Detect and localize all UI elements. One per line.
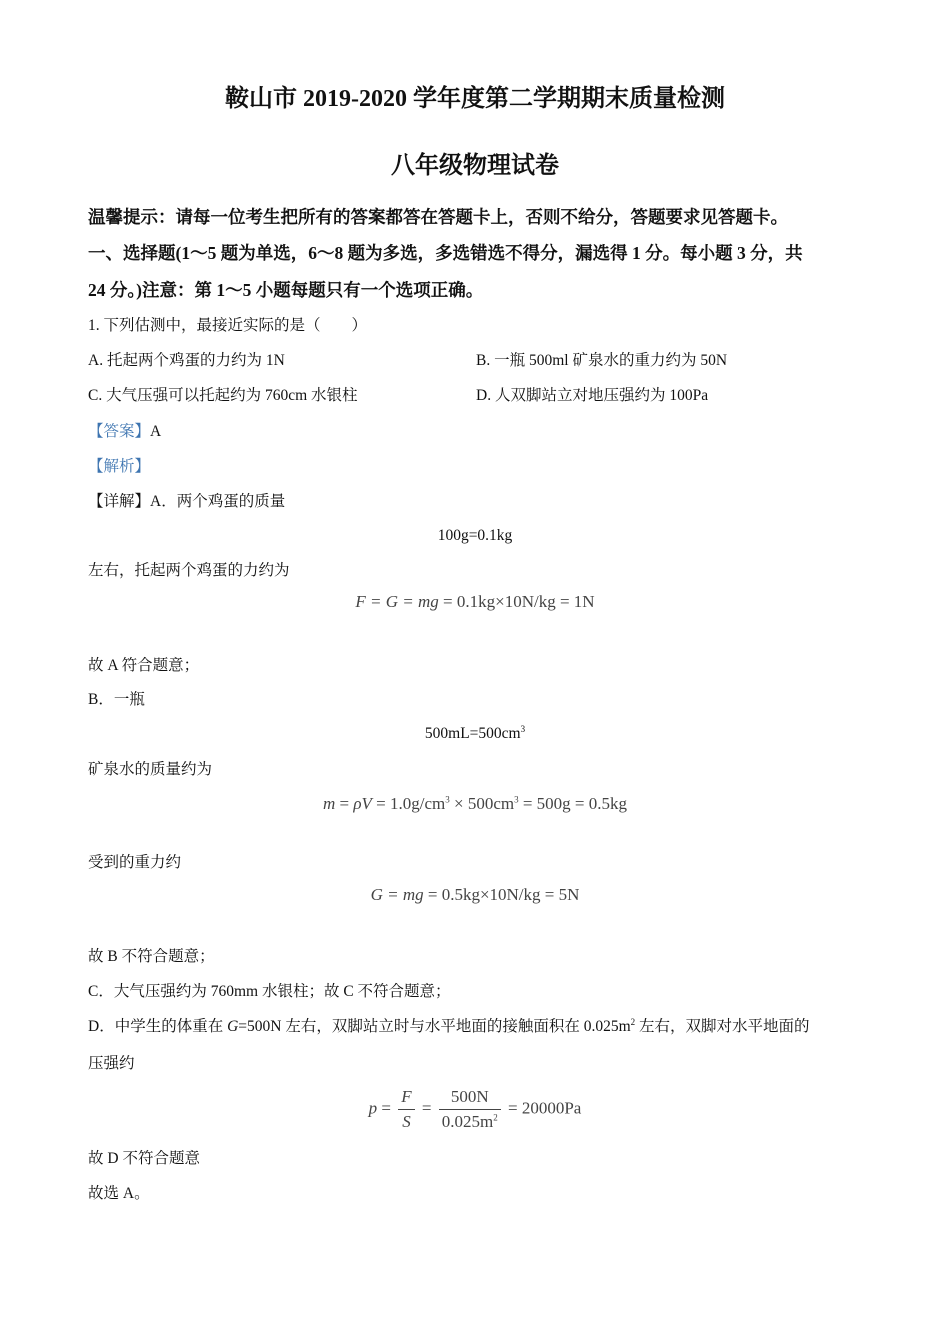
text-b-intro: B．一瓶 <box>88 691 145 708</box>
mass-result: = 500g = 0.5kg <box>518 794 628 813</box>
section-heading-line1: 一、选择题(1～5 题为单选，6～8 题为多选，多选错选不得分，漏选得 1 分。每小题 3 分，共 <box>88 243 803 263</box>
equation-water-mass <box>0 793 950 815</box>
equals-sign: = <box>417 1098 436 1118</box>
var-s: S <box>402 1112 411 1131</box>
volume-text: 500mL=500cm <box>424 725 521 742</box>
exam-subtitle: 八年级物理试卷 <box>391 153 559 179</box>
equals-sign: = <box>377 1098 396 1118</box>
formula-vars: G = mg <box>370 885 424 904</box>
denominator-value: 0.025m <box>441 1112 494 1131</box>
volume-value: × 500cm <box>449 794 515 813</box>
text-pressure: 压强约 <box>88 1055 135 1072</box>
formula-value: = 0.1kg×10N/kg = 1N <box>438 592 595 611</box>
var-g: G <box>227 1018 239 1035</box>
question-stem: 1. 下列估测中，最接近实际的是（ ） <box>88 317 368 334</box>
detail-line <box>88 492 285 512</box>
density-exponent: 3 <box>445 794 450 805</box>
fraction-f-over-s <box>398 1086 414 1133</box>
text-egg-force: 左右，托起两个鸡蛋的力约为 <box>88 562 290 579</box>
exam-title: 鞍山市 2019-2020 学年度第二学期期末质量检测 <box>225 86 725 112</box>
option-d: D. 人双脚站立对地压强约为 100Pa <box>476 387 709 404</box>
var-rho-v: ρV <box>353 794 372 813</box>
text-a-conclusion: 故 A 符合题意； <box>88 657 200 674</box>
var-p: p <box>368 1098 378 1118</box>
equation-egg-mass: 100g=0.1kg <box>437 527 513 544</box>
answer-value: A <box>150 423 162 440</box>
d-text-part3: 左右，双脚对水平地面的 <box>635 1018 810 1035</box>
text-d-analysis <box>88 1017 810 1037</box>
formula-vars: F = G = mg <box>355 592 439 611</box>
var-f: F <box>398 1086 414 1110</box>
volume-exponent: 3 <box>520 723 526 734</box>
fraction-values <box>439 1086 501 1133</box>
notice-tip: 温馨提示：请每一位考生把所有的答案都答在答题卡上，否则不给分，答题要求见答题卡。 <box>88 207 788 227</box>
answer-line <box>88 422 161 442</box>
equation-pressure <box>0 1086 950 1133</box>
option-b: B. 一瓶 500ml 矿泉水的重力约为 50N <box>476 352 728 369</box>
equation-volume <box>0 724 950 744</box>
numerator: 500N <box>439 1086 501 1110</box>
volume-exponent: 3 <box>514 794 519 805</box>
equation-egg-force <box>0 591 950 613</box>
text-d-conclusion: 故 D 不符合题意 <box>88 1150 200 1167</box>
denominator-exponent: 2 <box>493 1112 498 1123</box>
text-b-conclusion: 故 B 不符合题意； <box>88 948 215 965</box>
detail-intro: A．两个鸡蛋的质量 <box>150 493 286 510</box>
equals-sign: = <box>335 794 354 813</box>
area-exponent: 2 <box>630 1016 636 1027</box>
text-water-mass: 矿泉水的质量约为 <box>88 761 213 778</box>
option-a: A. 托起两个鸡蛋的力约为 1N <box>88 352 285 369</box>
density-value: = 1.0g/cm <box>371 794 446 813</box>
equation-water-gravity <box>0 884 950 906</box>
answer-tag: 【答案】 <box>88 423 151 440</box>
section-heading-line2: 24 分。)注意：第 1～5 小题每题只有一个选项正确。 <box>88 280 484 300</box>
denominator <box>439 1110 501 1133</box>
formula-value: = 0.5kg×10N/kg = 5N <box>423 885 580 904</box>
var-m: m <box>322 794 336 813</box>
text-gravity: 受到的重力约 <box>88 854 182 871</box>
pressure-result: = 20000Pa <box>503 1098 582 1118</box>
detail-tag: 【详解】 <box>88 493 151 510</box>
d-text-part1: D．中学生的体重在 <box>88 1018 228 1035</box>
text-final-answer: 故选 A。 <box>88 1185 150 1202</box>
option-c: C. 大气压强可以托起约为 760cm 水银柱 <box>88 387 358 404</box>
d-text-part2: =500N 左右，双脚站立时与水平地面的接触面积在 0.025m <box>238 1018 631 1035</box>
text-c-analysis: C．大气压强约为 760mm 水银柱；故 C 不符合题意； <box>88 983 451 1000</box>
analysis-tag: 【解析】 <box>88 458 151 475</box>
